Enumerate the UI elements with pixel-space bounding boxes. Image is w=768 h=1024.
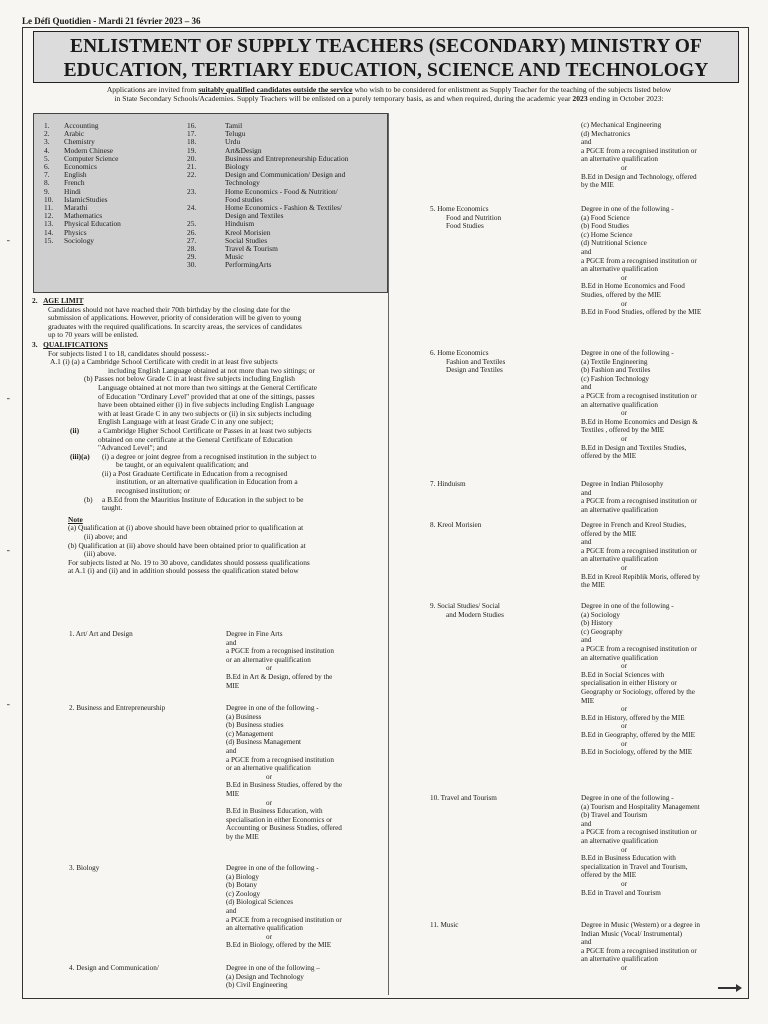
qual-line: obtained on one certificate at the General Certificate of Education <box>98 434 293 444</box>
subjects-right-column <box>187 122 348 270</box>
qual-heading: QUALIFICATIONS <box>43 339 108 349</box>
qualification-requirements <box>581 794 700 897</box>
requirement-line: Degree in one of the following – <box>226 964 320 972</box>
subject-title: 4. Design and Communication/ <box>69 964 159 972</box>
requirement-line: B.Ed in Design and Textiles Studies, <box>581 443 687 452</box>
requirement-line: an alternative qualification <box>581 555 659 564</box>
subject-title: 11. Music <box>430 921 459 929</box>
requirement-line: or <box>621 662 627 671</box>
subject-title: Food and Nutrition <box>446 213 502 222</box>
qualification-subject <box>430 349 505 375</box>
subject-label: Modern Chinese <box>64 145 114 155</box>
requirement-line: (b) Botany <box>226 881 257 890</box>
requirement-line: or an alternative qualification <box>226 764 311 773</box>
note-line: (ii) above; and <box>84 532 128 542</box>
requirement-line: a PGCE from a recognised institution or <box>581 644 697 653</box>
subject-number: 12. <box>44 211 54 221</box>
requirement-line: or <box>266 664 272 673</box>
note-line: (b) Qualification at (ii) above should have been obtained prior to qualification at <box>68 540 306 550</box>
subject-label: Design and Communication/ Design and <box>225 170 346 180</box>
qualification-subject <box>430 921 458 930</box>
requirement-line: (d) Business Management <box>226 738 302 747</box>
requirement-line: an alternative qualification <box>581 265 659 274</box>
subject-title: 1. Art/ Art and Design <box>69 630 133 638</box>
margin-mark: ⁃ <box>6 236 11 246</box>
requirement-line: Degree in Indian Philosophy <box>581 480 664 488</box>
subject-item <box>187 171 348 187</box>
subject-label: Chemistry <box>64 137 95 147</box>
subject-number: 4. <box>44 145 50 155</box>
qualification-subject <box>69 630 133 639</box>
subject-title: Fashion and Textiles <box>446 357 506 366</box>
subject-item <box>187 130 348 138</box>
requirement-line: (a) Business <box>226 712 262 721</box>
requirement-line: or <box>621 163 627 172</box>
age-line: up to 70 years will be enlisted. <box>48 330 139 340</box>
qualification-subject <box>430 205 501 231</box>
requirement-line: by the MIE <box>581 181 614 190</box>
requirement-line: and <box>226 638 237 647</box>
subject-item <box>187 138 348 146</box>
requirement-line: Degree in one of the following - <box>581 349 674 357</box>
subject-label: Physics <box>64 227 87 237</box>
column-divider <box>388 113 389 995</box>
subject-label: French <box>64 178 85 188</box>
requirement-line: (c) Fashion Technology <box>581 374 650 383</box>
subject-number: 26. <box>187 227 197 237</box>
subject-label: PerformingArts <box>225 260 272 270</box>
requirement-line: (c) Home Science <box>581 230 633 239</box>
requirement-line: or <box>621 845 627 854</box>
requirement-line: or <box>621 963 627 972</box>
qual-line: institution, or an alternative qualification in Education from a <box>116 477 298 487</box>
requirement-line: a PGCE from a recognised institution <box>226 647 334 656</box>
subject-label: Urdu <box>225 137 241 147</box>
requirement-line: (b) Fashion and Textiles <box>581 366 651 375</box>
subject-label: Telugu <box>225 129 246 139</box>
requirement-line: B.Ed in Design and Technology, offered <box>581 172 697 181</box>
requirement-line: Indian Music (Vocal/ Instrumental) <box>581 929 683 938</box>
requirement-line: (b) Civil Engineering <box>226 981 288 990</box>
requirement-line: B.Ed in Business Studies, offered by the <box>226 781 343 790</box>
requirement-line: B.Ed in Business Education, with <box>226 807 323 816</box>
subject-number: 22. <box>187 170 197 180</box>
requirement-line: Degree in one of the following - <box>226 704 319 712</box>
qualification-subject <box>69 964 159 973</box>
requirement-line: (c) Mechanical Engineering <box>581 121 662 129</box>
age-line: submission of applications. However, priority of consideration will be given to young <box>48 313 302 323</box>
subject-title: 5. Home Economics <box>430 205 489 213</box>
requirement-line: (b) Travel and Tourism <box>581 811 648 820</box>
subject-label: Design and Textiles <box>225 211 284 221</box>
requirement-line: B.Ed in Business Education with <box>581 854 676 863</box>
requirement-line: by the MIE <box>226 832 259 841</box>
requirement-line: and <box>581 247 592 256</box>
requirement-line: offered by the MIE <box>581 529 637 538</box>
requirement-line: (a) Tourism and Hospitality Management <box>581 802 700 811</box>
subject-label: Home Economics - Fashion & Textiles/ <box>225 203 342 213</box>
subject-label: Hindi <box>64 186 81 196</box>
requirement-line: and <box>581 138 592 147</box>
requirement-line: Textiles , offered by the MIE <box>581 426 665 435</box>
requirement-line: or <box>266 932 272 941</box>
qualification-requirements <box>226 630 334 690</box>
requirement-line: Degree in one of the following - <box>581 205 674 213</box>
intro-year: 2023 <box>572 94 588 103</box>
subject-title: 8. Kreol Morisien <box>430 521 482 529</box>
requirement-line: (c) Geography <box>581 627 623 636</box>
subject-title: 10. Travel and Tourism <box>430 794 497 802</box>
qual-num: 3. <box>32 339 38 349</box>
requirement-line: (b) Food Studies <box>581 222 629 231</box>
subject-label: Music <box>225 252 244 262</box>
title-line-2: EDUCATION, TERTIARY EDUCATION, SCIENCE AND TECHNOLOGY <box>63 60 709 81</box>
intro-line-2: in State Secondary Schools/Academies. Supply Teachers will be enlisted on a purely temporary basis, as and when required, during the academic year <box>114 94 573 103</box>
requirement-line: B.Ed in Home Economics and Food <box>581 282 685 291</box>
requirement-line: MIE <box>581 696 595 705</box>
subject-label: Economics <box>64 162 97 172</box>
qual-line: taught. <box>102 503 123 513</box>
subject-number: 29. <box>187 252 197 262</box>
subject-label: Business and Entrepreneurship Education <box>225 153 349 163</box>
intro-text: Applications are invited from <box>106 85 199 94</box>
subject-item <box>44 179 121 187</box>
requirement-line: (c) Zoology <box>226 889 261 898</box>
note-line: For subjects listed at No. 19 to 30 above, candidates should possess qualifications <box>68 557 310 567</box>
qualification-requirements <box>581 521 700 590</box>
title-line-1: ENLISTMENT OF SUPPLY TEACHERS (SECONDARY) MINISTRY OF <box>69 36 702 57</box>
requirement-line: B.Ed in Social Sciences with <box>581 670 665 679</box>
requirement-line: Geography or Sociology, offered by the <box>581 687 695 696</box>
requirement-line: (d) Nutritional Science <box>581 239 647 248</box>
note-line: (a) Qualification at (i) above should have been obtained prior to qualification at <box>68 523 304 533</box>
subject-number: 9. <box>44 186 50 196</box>
requirement-line: or <box>621 434 627 443</box>
requirement-line: (c) Management <box>226 729 274 738</box>
requirement-line: Degree in one of the following - <box>226 864 319 872</box>
subject-title: Food Studies <box>446 222 484 231</box>
subject-number: 3. <box>44 137 50 147</box>
requirement-line: (d) Mechatronics <box>581 129 631 138</box>
subject-title: and Modern Studies <box>446 610 504 619</box>
requirement-line: B.Ed in History, offered by the MIE <box>581 713 685 722</box>
age-heading: AGE LIMIT <box>43 296 84 305</box>
subject-label: English <box>64 170 87 180</box>
subject-number: 27. <box>187 235 197 245</box>
subject-title: 6. Home Economics <box>430 349 489 357</box>
subject-name <box>225 171 345 187</box>
qual-line: a Cambridge Higher School Certificate or Passes in at least two subjects <box>98 425 312 435</box>
continue-arrow-icon <box>718 987 740 989</box>
age-line: graduates with the required qualifications. In scarcity areas, the services of candidates <box>48 321 302 331</box>
qualification-requirements <box>581 121 697 190</box>
requirement-line: an alternative qualification <box>581 836 659 845</box>
requirement-line: Degree in one of the following - <box>581 602 674 610</box>
note-heading: Note <box>68 514 83 524</box>
subject-name <box>64 237 94 245</box>
note-line: at A.1 (i) and (ii) and in addition should possess the qualification stated below <box>68 566 299 576</box>
qual-intro: For subjects listed 1 to 18, candidates should possess:- <box>48 348 210 358</box>
subject-name <box>225 261 271 269</box>
subject-number: 28. <box>187 244 197 254</box>
requirement-line: an alternative qualification <box>581 155 659 164</box>
requirement-line: an alternative qualification <box>226 924 304 933</box>
requirement-line: B.Ed in Home Economics and Design & <box>581 417 698 426</box>
requirement-line: and <box>581 938 592 947</box>
qualification-requirements <box>226 864 342 950</box>
requirement-line: Degree in Music (Western) or a degree in <box>581 921 700 929</box>
subject-label: Social Studies <box>225 235 268 245</box>
requirement-line: B.Ed in Kreol Repiblik Moris, offered by <box>581 572 700 581</box>
qual-label: (b) <box>84 494 93 504</box>
subject-number: 8. <box>44 178 50 188</box>
subject-label: Hinduism <box>225 219 255 229</box>
subject-title: 7. Hinduism <box>430 480 466 488</box>
qual-line: English Language with at least Grade C in any one subject; <box>98 417 274 427</box>
qualification-requirements <box>226 964 320 990</box>
intro-text-after: who wish to be considered for enlistment as Supply Teacher for the teaching of the subjects listed below <box>352 85 672 94</box>
subject-label: Accounting <box>64 121 99 130</box>
requirement-line: MIE <box>226 681 240 690</box>
subject-item <box>187 188 348 204</box>
requirement-line: a PGCE from a recognised institution or <box>581 828 697 837</box>
requirement-line: and <box>581 538 592 547</box>
subject-title: 2. Business and Entrepreneurship <box>69 704 166 712</box>
subject-title: 3. Biology <box>69 864 100 872</box>
requirement-line: B.Ed in Travel and Tourism <box>581 888 661 897</box>
qualification-requirements <box>581 205 701 317</box>
qualification-subject <box>430 602 504 619</box>
qual-label: (iii)(a) <box>70 451 90 461</box>
requirement-line: and <box>581 488 592 497</box>
subject-number: 18. <box>187 137 197 147</box>
subject-label: Art&Design <box>225 145 262 155</box>
subject-number: 5. <box>44 153 50 163</box>
requirement-line: Degree in Fine Arts <box>226 630 283 638</box>
subject-item <box>187 204 348 220</box>
qualification-requirements <box>581 349 698 461</box>
subject-label: Marathi <box>64 203 88 213</box>
subject-label: Computer Science <box>64 153 119 163</box>
qualification-requirements <box>581 480 697 514</box>
subject-number: 17. <box>187 129 197 139</box>
requirement-line: B.Ed in Geography, offered by the MIE <box>581 730 695 739</box>
subject-label: Food studies <box>225 194 263 204</box>
requirement-line: B.Ed in Sociology, offered by the MIE <box>581 748 693 757</box>
subject-title: 9. Social Studies/ Social <box>430 602 500 610</box>
subject-label: Home Economics - Food & Nutrition/ <box>225 186 338 196</box>
subject-number: 14. <box>44 227 54 237</box>
requirement-line: and <box>581 636 592 645</box>
subject-number: 25. <box>187 219 197 229</box>
requirement-line: and <box>581 819 592 828</box>
subject-item <box>44 237 121 245</box>
requirement-line: or <box>621 299 627 308</box>
subject-number: 13. <box>44 219 54 229</box>
requirement-line: an alternative qualification <box>581 505 659 514</box>
requirement-line: and <box>226 906 237 915</box>
subject-number: 2. <box>44 129 50 139</box>
qual-label: (ii) <box>70 425 80 435</box>
age-line: Candidates should not have reached their 70th birthday by the closing date for the <box>48 304 290 314</box>
requirement-line: or <box>621 739 627 748</box>
requirement-line: (a) Design and Technology <box>226 972 304 981</box>
subject-item <box>187 122 348 130</box>
subject-item <box>187 245 348 253</box>
requirement-line: or <box>621 705 627 714</box>
requirement-line: B.Ed in Food Studies, offered by the MIE <box>581 308 702 317</box>
qual-line: with at least Grade C in any two subjects or (ii) in six subjects including <box>98 408 312 418</box>
qual-line: a B.Ed from the Mauritius Institute of Education in the subject to be <box>102 494 304 504</box>
requirement-line: or <box>621 722 627 731</box>
margin-mark: ⁃ <box>6 546 11 556</box>
intro-line-2-end: ending in October 2023: <box>587 94 664 103</box>
qualification-subject <box>430 521 481 530</box>
qual-line: (b) Passes not below Grade C in at least five subjects including English <box>84 374 296 384</box>
subject-label: Kreol Morisien <box>225 227 271 237</box>
qualification-requirements <box>581 921 700 973</box>
age-limit-section <box>32 297 384 576</box>
margin-mark: ⁃ <box>6 700 11 710</box>
requirement-line: and <box>226 746 237 755</box>
qual-line: be taught, or an equivalent qualification; and <box>116 460 249 470</box>
qual-line: (i) a degree or joint degree from a recognised institution in the subject to <box>102 451 317 461</box>
subject-item <box>187 155 348 163</box>
requirement-line: offered by the MIE <box>581 452 637 461</box>
requirement-line: (b) Business studies <box>226 721 284 730</box>
notice-title <box>33 31 739 83</box>
subject-label: Technology <box>225 178 260 188</box>
requirement-line: a PGCE from a recognised institution or <box>581 146 697 155</box>
subjects-left-column <box>44 122 121 245</box>
subject-number: 1. <box>44 121 50 130</box>
qualification-subject <box>430 480 466 489</box>
qualification-subject <box>430 794 497 803</box>
requirement-line: B.Ed in Art & Design, offered by the <box>226 672 333 681</box>
subject-name <box>225 204 342 220</box>
requirement-line: or an alternative qualification <box>226 655 311 664</box>
subject-number: 21. <box>187 162 197 172</box>
requirement-line: or <box>266 798 272 807</box>
qual-line: have been obtained either (i) in five subjects including English Language <box>98 400 315 410</box>
requirement-line: a PGCE from a recognised institution or <box>581 546 697 555</box>
requirement-line: offered by the MIE <box>581 871 637 880</box>
requirement-line: an alternative qualification <box>581 400 659 409</box>
qual-line: of Education "Ordinary Level" provided that at one of the sittings, passes <box>98 391 315 401</box>
requirement-line: (d) Biological Sciences <box>226 898 294 907</box>
qualification-requirements <box>581 602 697 757</box>
subject-number: 24. <box>187 203 197 213</box>
requirement-line: an alternative qualification <box>581 653 659 662</box>
requirement-line: the MIE <box>581 581 605 590</box>
requirement-line: Studies, offered by the MIE <box>581 290 661 299</box>
subject-label: Sociology <box>64 235 94 245</box>
requirement-line: or <box>621 879 627 888</box>
subject-label: Travel & Tourism <box>225 244 278 254</box>
subject-label: IslamicStudies <box>64 194 108 204</box>
subject-label: Biology <box>225 162 249 172</box>
subject-number: 23. <box>187 186 197 196</box>
requirement-line: B.Ed in Biology, offered by the MIE <box>226 941 332 950</box>
subject-number: 20. <box>187 153 197 163</box>
masthead: Le Défi Quotidien - Mardi 21 février 2023 – 36 <box>22 16 201 26</box>
intro-paragraph <box>30 85 748 103</box>
subject-label: Arabic <box>64 129 85 139</box>
note-line: (iii) above. <box>84 549 117 559</box>
subject-label: Tamil <box>225 121 243 130</box>
qual-line: recognised institution; or <box>116 486 190 496</box>
subject-item <box>187 229 348 237</box>
subject-number: 7. <box>44 170 50 180</box>
requirement-line: or <box>266 772 272 781</box>
requirement-line: specialisation in either History or <box>581 679 677 688</box>
requirement-line: (a) Textile Engineering <box>581 357 648 366</box>
subject-name <box>225 188 338 204</box>
requirement-line: or <box>621 273 627 282</box>
requirement-line: a PGCE from a recognised institution or <box>581 391 697 400</box>
qualification-subject <box>69 864 99 873</box>
subject-label: Mathematics <box>64 211 103 221</box>
intro-emphasis: suitably qualified candidates outside the service <box>198 85 353 94</box>
requirement-line: Degree in one of the following - <box>581 794 674 802</box>
requirement-line: a PGCE from a recognised institution <box>226 755 334 764</box>
requirement-line: or <box>621 563 627 572</box>
subject-number: 19. <box>187 145 197 155</box>
subject-label: Physical Education <box>64 219 121 229</box>
requirement-line: (a) Food Science <box>581 213 630 222</box>
requirement-line: a PGCE from a recognised institution or <box>581 946 697 955</box>
qualification-subject <box>69 704 165 713</box>
requirement-line: a PGCE from a recognised institution or <box>226 915 342 924</box>
requirement-line: (a) Biology <box>226 872 259 881</box>
requirement-line: Degree in French and Kreol Studies, <box>581 521 686 529</box>
requirement-line: or <box>621 409 627 418</box>
subject-item <box>187 261 348 269</box>
qualification-requirements <box>226 704 342 842</box>
qual-line: "Advanced Level"; and <box>98 443 168 453</box>
subject-title: Design and Textiles <box>446 366 503 375</box>
requirement-line: a PGCE from a recognised institution or <box>581 497 697 506</box>
requirement-line: a PGCE from a recognised institution or <box>581 256 697 265</box>
requirement-line: (a) Sociology <box>581 610 620 619</box>
requirement-line: specialisation in either Economics or <box>226 815 333 824</box>
requirement-line: (b) History <box>581 619 613 628</box>
requirement-line: MIE <box>226 789 240 798</box>
qual-line: Language obtained at not more than two sittings at the General Certificate <box>98 382 317 392</box>
qual-line: A.1 (i) (a) a Cambridge School Certificate with credit in at least five subjects <box>50 357 278 367</box>
subject-number: 11. <box>44 203 53 213</box>
requirement-line: Accounting or Business Studies, offered <box>226 824 342 833</box>
subject-number: 10. <box>44 194 54 204</box>
subject-number: 15. <box>44 235 54 245</box>
subject-number: 6. <box>44 162 50 172</box>
qual-line: (ii) a Post Graduate Certificate in Education from a recognised <box>102 468 288 478</box>
qual-line: including English Language obtained at not more than two sittings; or <box>108 365 315 375</box>
requirement-line: and <box>581 383 592 392</box>
age-num: 2. <box>32 296 38 305</box>
margin-mark: ⁃ <box>6 394 11 404</box>
subject-number: 30. <box>187 260 197 270</box>
subjects-box <box>33 113 388 293</box>
subject-number: 16. <box>187 121 197 130</box>
requirement-line: an alternative qualification <box>581 955 659 964</box>
requirement-line: specialization in Travel and Tourism, <box>581 862 688 871</box>
